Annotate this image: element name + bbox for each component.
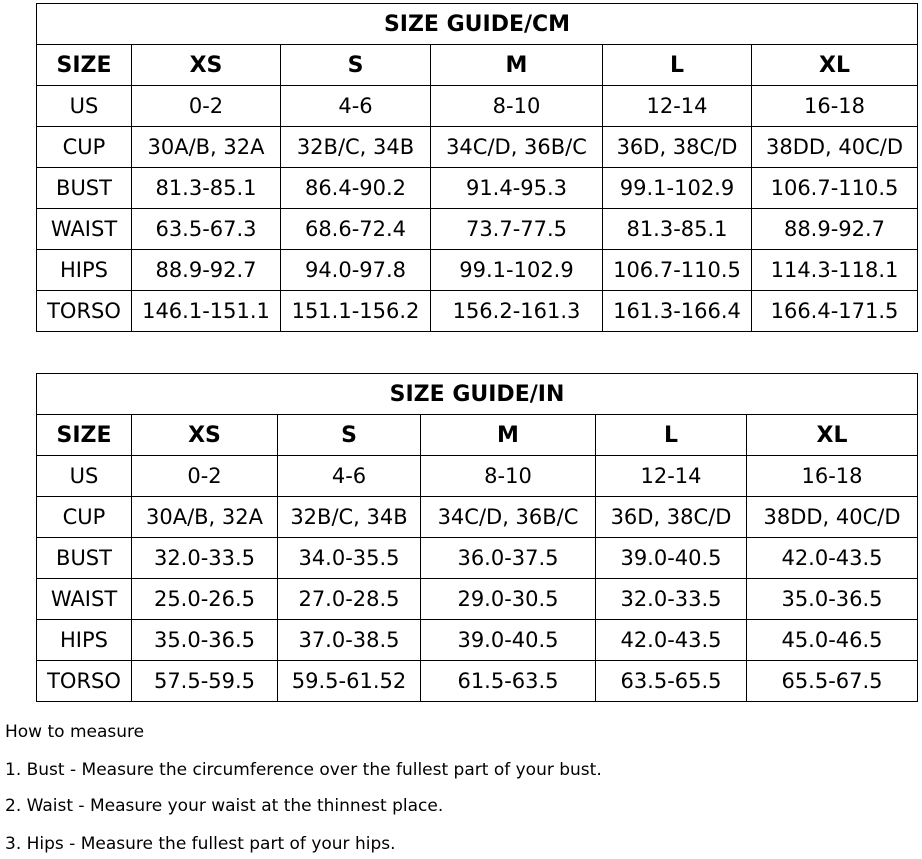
table-title: SIZE GUIDE/IN xyxy=(37,374,918,415)
table-cell: 12-14 xyxy=(603,86,752,127)
header-cell: S xyxy=(281,45,431,86)
table-cell: 156.2-161.3 xyxy=(431,291,603,332)
table-row xyxy=(37,291,918,332)
table-row xyxy=(37,620,918,661)
table-row xyxy=(37,661,918,702)
row-label: WAIST xyxy=(37,579,132,620)
header-cell: M xyxy=(421,415,596,456)
row-label: US xyxy=(37,86,132,127)
table-cell: 34C/D, 36B/C xyxy=(431,127,603,168)
row-label: HIPS xyxy=(37,620,132,661)
table-cell: 99.1-102.9 xyxy=(431,250,603,291)
measure-heading: How to measure xyxy=(5,722,145,742)
header-cell: S xyxy=(278,415,421,456)
table-cell: 81.3-85.1 xyxy=(132,168,281,209)
table-cell: 63.5-67.3 xyxy=(132,209,281,250)
table-cell: 86.4-90.2 xyxy=(281,168,431,209)
size-guide-cm-table xyxy=(36,3,918,332)
header-cell: SIZE xyxy=(37,415,132,456)
table-cell: 36D, 38C/D xyxy=(603,127,752,168)
table-cell: 30A/B, 32A xyxy=(132,127,281,168)
header-cell: L xyxy=(603,45,752,86)
row-label: CUP xyxy=(37,497,132,538)
header-cell: M xyxy=(431,45,603,86)
table-cell: 32B/C, 34B xyxy=(278,497,421,538)
table-cell: 68.6-72.4 xyxy=(281,209,431,250)
table-cell: 57.5-59.5 xyxy=(132,661,278,702)
table-cell: 61.5-63.5 xyxy=(421,661,596,702)
row-label: BUST xyxy=(37,538,132,579)
table-cell: 59.5-61.52 xyxy=(278,661,421,702)
row-label: CUP xyxy=(37,127,132,168)
table-cell: 166.4-171.5 xyxy=(752,291,918,332)
table-cell: 146.1-151.1 xyxy=(132,291,281,332)
table-cell: 161.3-166.4 xyxy=(603,291,752,332)
table-cell: 36D, 38C/D xyxy=(596,497,747,538)
table-cell: 8-10 xyxy=(421,456,596,497)
header-cell: XS xyxy=(132,415,278,456)
table-row xyxy=(37,250,918,291)
table-cell: 42.0-43.5 xyxy=(747,538,918,579)
table-cell: 73.7-77.5 xyxy=(431,209,603,250)
header-row xyxy=(37,45,918,86)
table-cell: 35.0-36.5 xyxy=(132,620,278,661)
table-row xyxy=(37,497,918,538)
table-row xyxy=(37,456,918,497)
table-cell: 16-18 xyxy=(752,86,918,127)
table-cell: 4-6 xyxy=(281,86,431,127)
table-cell: 30A/B, 32A xyxy=(132,497,278,538)
table-row xyxy=(37,86,918,127)
row-label: TORSO xyxy=(37,291,132,332)
header-row xyxy=(37,415,918,456)
table-cell: 65.5-67.5 xyxy=(747,661,918,702)
table-cell: 94.0-97.8 xyxy=(281,250,431,291)
table-cell: 39.0-40.5 xyxy=(596,538,747,579)
table-cell: 36.0-37.5 xyxy=(421,538,596,579)
table-cell: 88.9-92.7 xyxy=(752,209,918,250)
header-cell: XS xyxy=(132,45,281,86)
table-cell: 35.0-36.5 xyxy=(747,579,918,620)
table-cell: 8-10 xyxy=(431,86,603,127)
table-cell: 81.3-85.1 xyxy=(603,209,752,250)
table-cell: 25.0-26.5 xyxy=(132,579,278,620)
table-cell: 114.3-118.1 xyxy=(752,250,918,291)
table-cell: 0-2 xyxy=(132,456,278,497)
table-cell: 27.0-28.5 xyxy=(278,579,421,620)
row-label: WAIST xyxy=(37,209,132,250)
table-row xyxy=(37,579,918,620)
measure-note-hips: 3. Hips - Measure the fullest part of your hips. xyxy=(5,834,396,854)
table-cell: 42.0-43.5 xyxy=(596,620,747,661)
table-cell: 29.0-30.5 xyxy=(421,579,596,620)
table-row xyxy=(37,209,918,250)
header-cell: SIZE xyxy=(37,45,132,86)
table-cell: 32B/C, 34B xyxy=(281,127,431,168)
table-cell: 45.0-46.5 xyxy=(747,620,918,661)
table-cell: 4-6 xyxy=(278,456,421,497)
table-cell: 38DD, 40C/D xyxy=(747,497,918,538)
row-label: US xyxy=(37,456,132,497)
table-cell: 12-14 xyxy=(596,456,747,497)
table-cell: 63.5-65.5 xyxy=(596,661,747,702)
table-cell: 38DD, 40C/D xyxy=(752,127,918,168)
table-cell: 32.0-33.5 xyxy=(132,538,278,579)
row-label: HIPS xyxy=(37,250,132,291)
size-guide-in-table xyxy=(36,373,918,702)
table-cell: 91.4-95.3 xyxy=(431,168,603,209)
table-cell: 99.1-102.9 xyxy=(603,168,752,209)
measure-note-waist: 2. Waist - Measure your waist at the thinnest place. xyxy=(5,796,444,816)
header-cell: XL xyxy=(747,415,918,456)
table-cell: 34C/D, 36B/C xyxy=(421,497,596,538)
table-cell: 106.7-110.5 xyxy=(752,168,918,209)
table-cell: 0-2 xyxy=(132,86,281,127)
table-cell: 37.0-38.5 xyxy=(278,620,421,661)
table-cell: 16-18 xyxy=(747,456,918,497)
table-cell: 88.9-92.7 xyxy=(132,250,281,291)
table-cell: 106.7-110.5 xyxy=(603,250,752,291)
table-row xyxy=(37,127,918,168)
table-row xyxy=(37,538,918,579)
table-cell: 34.0-35.5 xyxy=(278,538,421,579)
header-cell: XL xyxy=(752,45,918,86)
row-label: BUST xyxy=(37,168,132,209)
table-cell: 32.0-33.5 xyxy=(596,579,747,620)
table-cell: 39.0-40.5 xyxy=(421,620,596,661)
table-row xyxy=(37,168,918,209)
table-cell: 151.1-156.2 xyxy=(281,291,431,332)
measure-note-bust: 1. Bust - Measure the circumference over the fullest part of your bust. xyxy=(5,760,602,780)
table-title: SIZE GUIDE/CM xyxy=(37,4,918,45)
row-label: TORSO xyxy=(37,661,132,702)
header-cell: L xyxy=(596,415,747,456)
